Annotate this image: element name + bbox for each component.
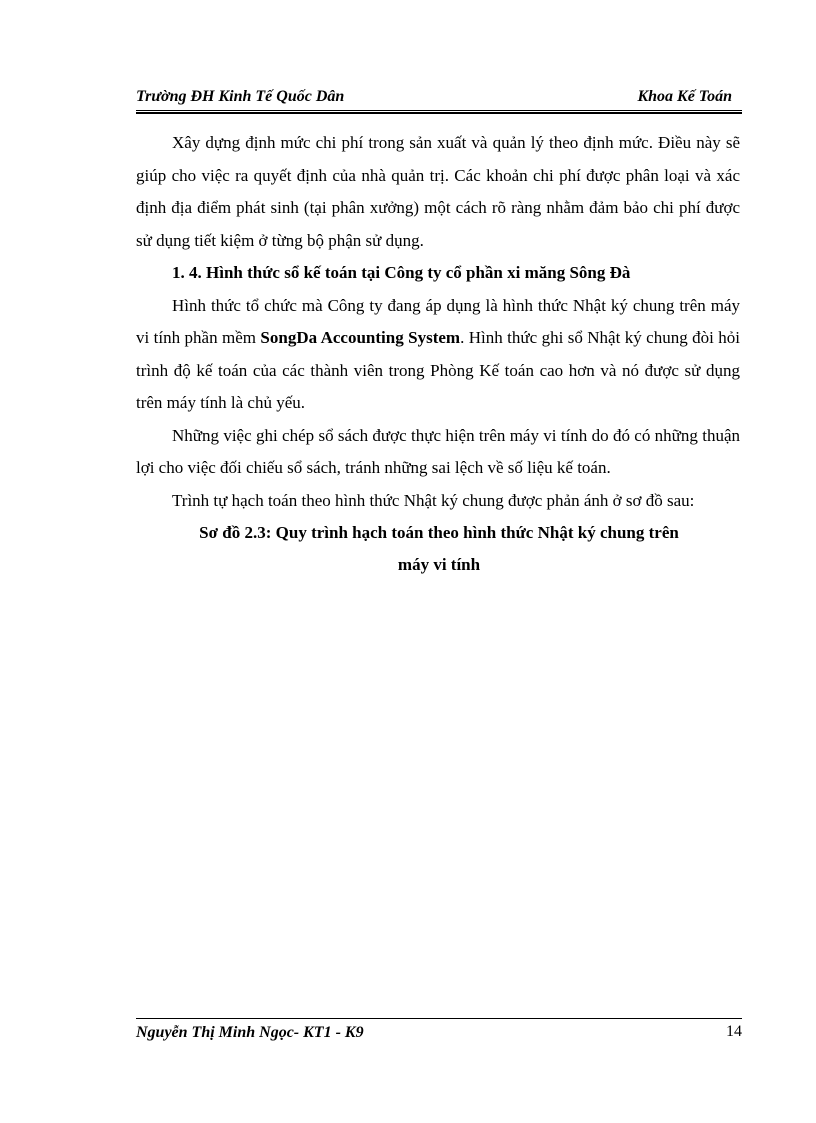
- header-rule: [136, 112, 742, 114]
- page-footer: [136, 1018, 742, 1043]
- caption-line-2: máy vi tính: [397, 555, 481, 574]
- header-university: Trường ĐH Kinh Tế Quốc Dân: [136, 88, 345, 105]
- paragraph-cost-norms: Xây dựng định mức chi phí trong sản xuất và quản lý theo định mức. Điều này sẽ giúp cho việc ra quyết định của nhà quản trị. Các khoản chi phí được phân loại và xác định địa điểm phát sinh (tại phân xưởng) một cách rõ ràng nhằm đảm bảo chi phí được sử dụng tiết kiệm ở từng bộ phận sử dụng.: [136, 133, 740, 250]
- page-header: [136, 86, 742, 111]
- paragraph-computer-records: Những việc ghi chép sổ sách được thực hiện trên máy vi tính do đó có những thuận lợi cho việc đối chiếu sổ sách, tránh những sai lệch về số liệu kế toán.: [136, 425, 740, 477]
- section-heading: 1. 4. Hình thức sổ kế toán tại Công ty cổ phần xi măng Sông Đà: [172, 263, 631, 282]
- footer-author: Nguyễn Thị Minh Ngọc- KT1 - K9: [136, 1024, 364, 1041]
- caption-line-1: Sơ đồ 2.3: Quy trình hạch toán theo hình thức Nhật ký chung trên: [199, 523, 679, 542]
- header-faculty: Khoa Kế Toán: [637, 88, 732, 105]
- software-name: SongDa Accounting System: [260, 328, 461, 347]
- document-body: [136, 127, 740, 517]
- page-number: 14: [726, 1023, 742, 1040]
- paragraph-accounting-form: [136, 290, 740, 420]
- paragraph-text-end: . Hình thức ghi sổ Nhật ký chung đòi hỏi trình độ kế toán của các thành viên trong Phòng Kế toán cao hơn và nó được sử dụng trên máy tính là chủ yếu.: [136, 328, 740, 412]
- paragraph-procedure-intro: Trình tự hạch toán theo hình thức Nhật ký chung được phản ánh ở sơ đồ sau:: [172, 490, 695, 510]
- diagram-caption: [136, 517, 742, 581]
- paragraph-text-start: Hình thức tổ chức mà Công ty đang áp dụng là hình thức Nhật ký chung trên máy vi tính phần mềm: [136, 295, 740, 347]
